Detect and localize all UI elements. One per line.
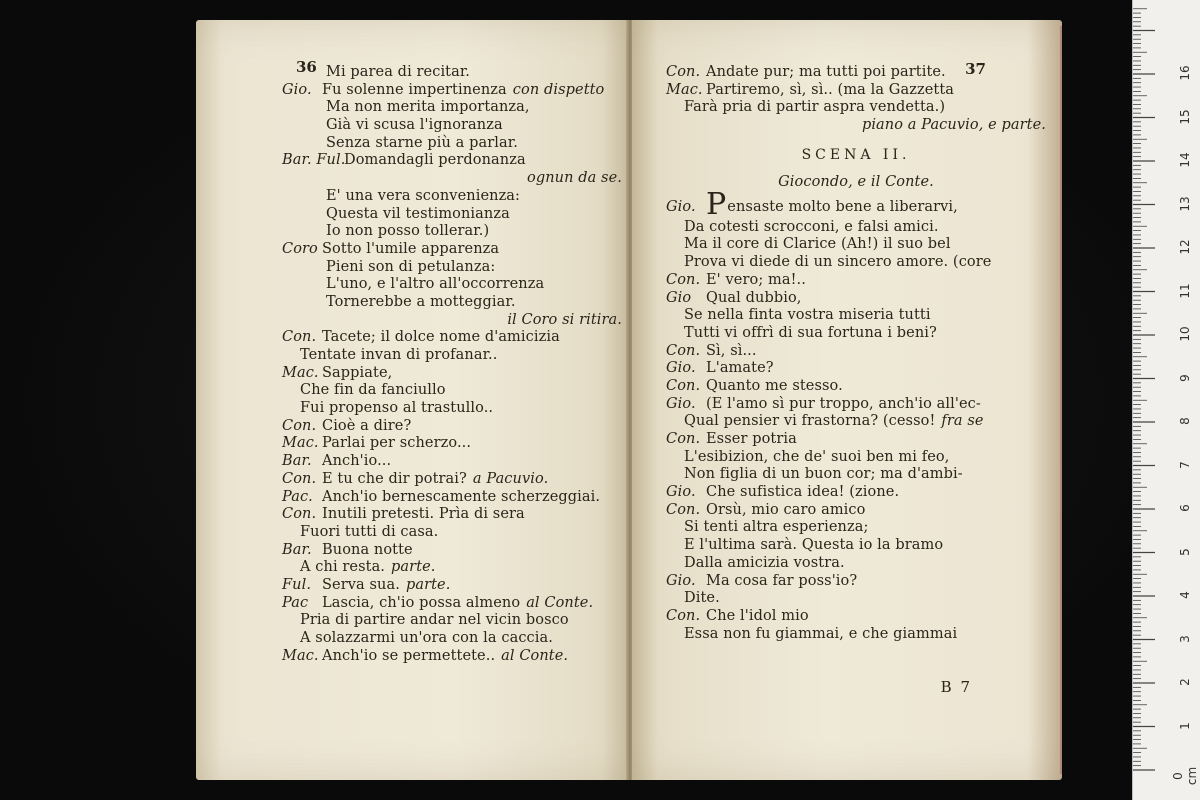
line-text: Tacete; il dolce nome d'amicizia [322,329,560,346]
line-text: Sì, sì... [706,342,757,359]
stage-direction: al Conte. [501,647,569,664]
text-line [282,453,622,471]
ruler-label: 2 [1178,678,1192,686]
ruler-label: 9 [1178,373,1192,382]
ruler-label: 7 [1178,460,1192,469]
stage-direction: parte. [391,559,436,576]
text-line [666,502,1046,520]
line-text: E' vero; ma!.. [706,271,806,288]
line-text: Sotto l'umile apparenza [322,240,500,257]
text-line [282,241,622,259]
line-text: Pria di partire andar nel vicin bosco [300,612,569,629]
right-page-text [666,64,1046,643]
speaker-label: Con. [282,329,317,346]
line-text: Anch'io... [322,453,392,470]
line-text: Mi parea di recitar. [326,64,471,80]
line-text: Qual dubbio, [706,289,802,306]
line-text: L'amate? [706,360,774,377]
line-text: E tu che dir potrai? [322,470,467,487]
stage-direction: ognun da se. [526,170,622,187]
speaker-label: Gio. [282,81,312,98]
text-line [282,152,622,170]
line-text: Cioè a dire? [322,417,412,434]
drop-cap: P [706,186,727,222]
line-text: Dalla amicizia vostra. [684,554,845,571]
text-line [666,431,1046,449]
ruler-label: 8 [1178,417,1192,425]
line-text: Sappiate, [322,364,393,381]
text-line [282,400,622,418]
line-text: Io non posso tollerar.) [326,223,490,240]
line-text: Inutili pretesti. Prìa di sera [322,506,525,523]
text-line [666,555,1046,573]
text-line [666,64,1046,82]
line-text: Senza starne più a parlar. [326,134,518,151]
text-line [666,484,1046,502]
line-text: Lascia, ch'io possa almeno [322,594,521,611]
line-text: Da cotesti scrocconi, e falsi amici. [684,218,939,235]
line-text: Non figlia di un buon cor; ma d'ambi- [684,466,963,483]
text-line [666,343,1046,361]
speaker-label: Gio. [666,395,696,412]
ruler-label: 3 [1178,634,1192,643]
ruler-label: 12 [1178,239,1192,255]
text-line [282,99,622,117]
line-text: Tornerebbe a motteggiar. [326,293,516,310]
speaker-label: Ful. [282,576,312,593]
text-line [282,329,622,347]
line-text: Già vi scusa l'ignoranza [326,117,503,134]
text-line [282,382,622,400]
text-line [666,608,1046,626]
speaker-label: Coro [282,240,318,257]
text-line [282,489,622,507]
line-text: Che l'idol mio [706,607,809,624]
text-line [666,272,1046,290]
ruler-label: 5 [1178,547,1192,556]
text-line [666,360,1046,378]
scene-title: SCENA II. [801,146,911,163]
text-line [666,519,1046,537]
text-line [282,435,622,453]
line-text: Ma il core di Clarice (Ah!) il suo bel [684,236,951,253]
text-line [666,290,1046,308]
text-line [666,626,1046,644]
ruler-label: 10 [1178,326,1192,342]
text-line [282,294,622,312]
speaker-label: Mac. [666,81,703,98]
line-text: E l'ultima sarà. Questa io la bramo [684,537,944,554]
text-line [666,307,1046,325]
measuring-ruler [1132,0,1200,800]
text-line [282,577,622,595]
right-page-number: 37 [965,60,986,78]
speaker-label: Bar. [282,453,312,470]
line-text: (E l'amo sì pur troppo, anch'io all'ec- [706,395,981,412]
speaker-label: Con. [282,417,317,434]
line-text: Farà pria di partir aspra vendetta.) [684,99,946,116]
speaker-label: Mac. [282,647,319,664]
text-line [666,449,1046,467]
text-line [282,206,622,224]
stage-direction: piano a Pacuvio, e parte. [861,117,1046,134]
text-line [282,276,622,294]
text-line [666,117,1046,135]
line-text: Dite. [684,590,720,607]
text-line [282,524,622,542]
speaker-label: Con. [666,64,701,80]
text-line [282,64,622,82]
stage-direction: con dispetto [512,81,605,98]
line-text: Che fin da fanciullo [300,382,446,399]
text-line [666,466,1046,484]
line-text: Parlai per scherzo... [322,435,472,452]
text-line [666,590,1046,608]
text-line [666,396,1046,414]
speaker-label: Con. [666,271,701,288]
stage-direction: il Coro si ritira. [507,311,622,328]
text-line [282,135,622,153]
line-text: E' una vera sconvenienza: [326,187,521,204]
ruler-label: 1 [1178,721,1192,730]
text-line [666,219,1046,237]
line-text: Anch'io se permettete.. [322,647,496,664]
signature-mark: B 7 [940,678,972,696]
speaker-label: Con. [282,470,317,487]
stage-direction: a Pacuvio. [472,470,549,487]
open-book [196,20,1062,780]
text-line [282,188,622,206]
line-text: L'esibizion, che de' suoi ben mi feo, [684,448,950,465]
line-text: Domandagli perdonanza [344,152,526,169]
text-line [282,347,622,365]
line-text: Andate pur; ma tutti poi partite. [706,64,946,80]
line-text: Essa non fu giammai, e che giammai [684,625,958,642]
line-text: Quanto me stesso. [706,377,843,394]
speaker-label: Pac [282,594,309,611]
speaker-label: Gio. [666,484,696,501]
line-text: A solazzarmi un'ora con la caccia. [300,630,553,646]
line-text: Ma cosa far poss'io? [706,572,858,589]
right-page [632,20,1062,780]
speaker-label: Con. [666,342,701,359]
ruler-label: 13 [1178,195,1192,212]
text-line [666,537,1046,555]
text-line [282,506,622,524]
line-text: Partiremo, sì, sì.. (ma la Gazzetta [706,81,954,98]
line-text: Tentate invan di profanar.. [300,347,498,363]
line-text: Si tenti altra esperienza; [684,519,869,536]
ruler-label: 4 [1178,591,1192,599]
line-text: ensaste molto bene a liberarvi, [727,198,958,215]
line-text: L'uno, e l'altro all'occorrenza [326,276,545,293]
stage-direction: parte. [405,576,451,593]
first-line [666,186,1046,222]
text-line [282,542,622,560]
line-text: A chi resta. [300,559,386,576]
text-line [282,630,622,648]
ruler-label: 11 [1178,282,1192,299]
speaker-label: Gio. [666,198,696,215]
line-text: Esser potria [706,431,797,447]
line-text: Pieni son di petulanza: [326,258,496,275]
text-line [282,595,622,613]
speaker-label: Con. [666,501,701,518]
text-line [282,471,622,489]
text-line [282,82,622,100]
line-text: Prova vi diede di un sincero amore. (core [684,254,992,271]
line-text: Qual pensier vi frastorna? (cesso! [684,413,936,430]
speaker-label: Mac. [282,364,319,381]
line-text: Se nella finta vostra miseria tutti [684,307,931,324]
ruler-label: 14 [1178,152,1192,168]
speaker-label: Con. [666,607,701,624]
scene-persons: Giocondo, e il Conte. [778,173,934,190]
text-line [666,99,1046,117]
line-text: Che sufistica idea! (zione. [706,484,900,501]
text-line [282,170,622,188]
text-line [282,117,622,135]
text-line [666,378,1046,396]
line-text: Tutti vi offrì di sua fortuna i beni? [684,324,937,341]
left-page-number: 36 [296,58,317,76]
text-line [666,325,1046,343]
speaker-label: Pac. [282,488,313,505]
ruler-label: 16 [1178,65,1192,81]
text-line [666,236,1046,254]
text-line [666,413,1046,431]
speaker-label: Gio [666,289,692,306]
speaker-label: Bar. [282,541,312,558]
text-line [282,365,622,383]
text-line [666,573,1046,591]
stage-direction: al Conte. [526,594,594,611]
stage-direction: fra se [941,413,984,430]
text-line [666,82,1046,100]
ruler-label: 15 [1178,108,1192,125]
speaker-label: Con. [666,377,701,394]
text-line [282,312,622,330]
text-line [282,418,622,436]
line-text: Buona notte [322,541,413,558]
left-page-text [282,64,622,665]
speaker-label: Mac. [282,435,319,452]
page-edge [1060,26,1062,774]
line-text: Serva sua. [322,576,400,593]
line-text: Fui propenso al trastullo.. [300,400,494,417]
speaker-label: Bar. Ful. [282,152,346,169]
text-line [282,648,622,666]
line-text: Questa vil testimonianza [326,205,510,222]
text-line [666,254,1046,272]
line-text: Anch'io bernescamente scherzeggiai. [322,488,601,505]
speaker-label: Gio. [666,360,696,377]
ruler-label: 0 cm [1171,766,1199,786]
left-page [196,20,628,780]
text-line [282,223,622,241]
line-text: Fu solenne impertinenza [322,81,507,98]
text-line [282,259,622,277]
ruler-label: 6 [1178,504,1192,512]
speaker-label: Gio. [666,572,696,589]
speaker-label: Con. [666,431,701,447]
text-line [282,559,622,577]
text-line [282,612,622,630]
line-text: Ma non merita importanza, [326,99,530,116]
speaker-label: Con. [282,506,317,523]
line-text: Fuori tutti di casa. [300,523,439,540]
line-text: Orsù, mio caro amico [706,501,866,518]
